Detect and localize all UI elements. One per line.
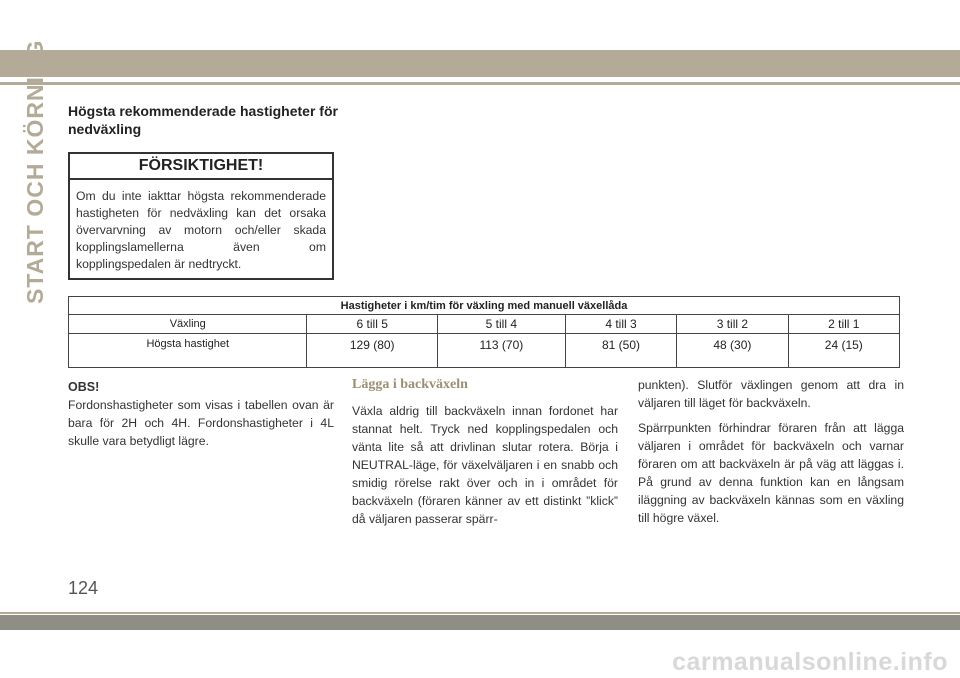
column-left [68, 378, 334, 450]
table-title: Hastigheter i km/tim för växling med manuell växellåda [69, 297, 900, 315]
table-header-cell: 6 till 5 [307, 315, 437, 334]
table-cell: 113 (70) [437, 334, 565, 368]
note-text: Fordonshastigheter som visas i tabellen ovan är bara för 2H och 4H. Fordonshastigheter i 4L skulle vara betydligt lägre. [68, 398, 334, 448]
column-right [638, 376, 904, 527]
bottom-band [0, 615, 960, 630]
column-middle [352, 376, 618, 528]
table-row [69, 334, 900, 368]
caution-text: Om du inte iakttar högsta rekommenderade hastigheten för nedväxling kan det orsaka övervarvning av motorn och/eller skada kopplingslamellerna även om kopplingspedalen är nedtryckt. [76, 189, 326, 271]
shift-speed-table [68, 296, 900, 368]
table-cell: 24 (15) [788, 334, 899, 368]
table-cell: Högsta hastighet [69, 334, 307, 368]
caution-title: FÖRSIKTIGHET! [70, 154, 332, 180]
bottom-rule [0, 612, 960, 614]
table-header-cell: 2 till 1 [788, 315, 899, 334]
paragraph: Spärrpunkten förhindrar föraren från att lägga väljaren i området för backväxeln och varnar föraren om att backväxeln är på väg att läggas i. På grund av denna funktion kan en långsam iläggning av backväxeln kännas som en växling till högre växel. [638, 421, 904, 525]
table-header-cell: 4 till 3 [565, 315, 676, 334]
watermark: carmanualsonline.info [672, 648, 948, 676]
top-band [0, 50, 960, 77]
table-header-cell: 3 till 2 [677, 315, 788, 334]
table-cell: 129 (80) [307, 334, 437, 368]
reverse-paragraph: Växla aldrig till backväxeln innan fordonet har stannat helt. Tryck ned kopplingspedalen och vänta lite så att drivlinan slutar rotera. Börja i NEUTRAL-läge, för växelväljaren i en snabb och smidig rörelse rakt över och in i området för backväxeln (föraren känner av ett distinkt ”klick” då väljaren passerar spärr- [352, 404, 618, 526]
note-label: OBS! [68, 380, 100, 394]
caution-box [68, 152, 334, 280]
section-side-label: START OCH KÖRNING [22, 39, 48, 304]
table-cell: 48 (30) [677, 334, 788, 368]
table-header-row [69, 315, 900, 334]
section-heading: Högsta rekommenderade hastigheter för nedväxling [68, 103, 338, 137]
paragraph: punkten). Slutför växlingen genom att dra in väljaren till läget för backväxeln. [638, 378, 904, 410]
reverse-subheading: Lägga i backväxeln [352, 377, 468, 392]
table-header-cell: Växling [69, 315, 307, 334]
table-cell: 81 (50) [565, 334, 676, 368]
table-header-cell: 5 till 4 [437, 315, 565, 334]
page-number: 124 [68, 578, 99, 598]
top-rule [0, 82, 960, 85]
